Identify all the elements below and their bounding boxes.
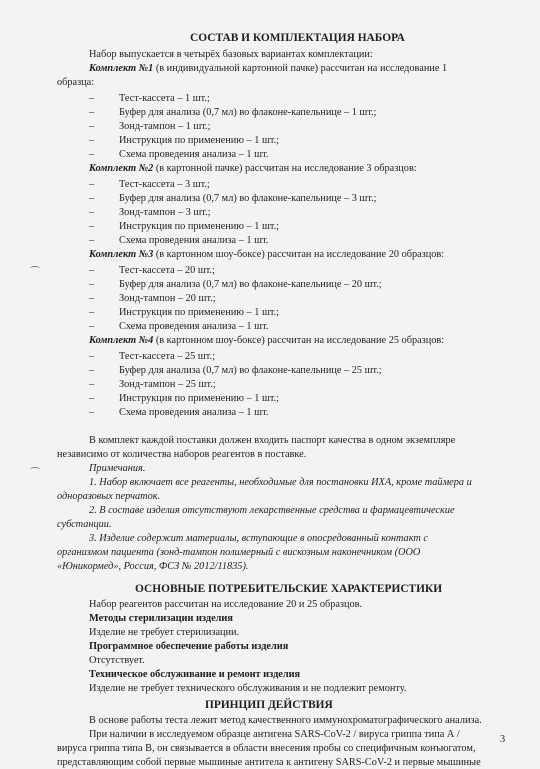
kit4-desc: (в картонном шоу-боксе) рассчитан на исследование 25 образцов: bbox=[155, 335, 445, 346]
section-heading-composition: СОСТАВ И КОМПЛЕКТАЦИЯ НАБОРА bbox=[190, 32, 405, 44]
note-3-cont2: «Юникормед», Россия, ФСЗ № 2012/11835). bbox=[57, 561, 249, 572]
passport-text: В комплект каждой поставки должен входить паспорт качества в одном экземпляре bbox=[89, 435, 456, 446]
list-item: Зонд-тампон – 25 шт.; bbox=[119, 379, 216, 390]
list-dash: – bbox=[89, 193, 95, 204]
note-1: 1. Набор включает все реагенты, необходимые для постановки ИХА, кроме таймера и bbox=[89, 477, 472, 488]
list-dash: – bbox=[89, 121, 95, 132]
kit1-desc: (в индивидуальной картонной пачке) рассчитан на исследование 1 bbox=[155, 63, 448, 74]
principle-text-2: При наличии в исследуемом образце антигена SARS-CoV-2 / вируса гриппа типа А / bbox=[89, 729, 460, 740]
note-1-cont: одноразовых перчаток. bbox=[57, 491, 161, 502]
list-dash: – bbox=[89, 235, 95, 246]
list-dash: – bbox=[89, 293, 95, 304]
list-item: Тест-кассета – 1 шт.; bbox=[119, 93, 210, 104]
list-dash: – bbox=[89, 379, 95, 390]
list-dash: – bbox=[89, 307, 95, 318]
page-number: 3 bbox=[500, 734, 506, 745]
kit1-header bbox=[89, 62, 447, 75]
list-item: Буфер для анализа (0,7 мл) во флаконе-капельнице – 20 шт.; bbox=[119, 279, 382, 290]
list-item: Инструкция по применению – 1 шт.; bbox=[119, 307, 280, 318]
list-item: Тест-кассета – 25 шт.; bbox=[119, 351, 215, 362]
list-item: Зонд-тампон – 3 шт.; bbox=[119, 207, 211, 218]
list-item: Инструкция по применению – 1 шт.; bbox=[119, 221, 280, 232]
kit1-desc-cont: образца: bbox=[57, 77, 95, 88]
kit2-desc: (в картонной пачке) рассчитан на исследование 3 образцов: bbox=[155, 163, 417, 174]
notes-title: Примечания. bbox=[89, 463, 146, 474]
list-item: Схема проведения анализа – 1 шт. bbox=[119, 149, 269, 160]
list-item: Инструкция по применению – 1 шт.; bbox=[119, 393, 280, 404]
note-3: 3. Изделие содержит материалы, вступающие в опосредованный контакт с bbox=[89, 533, 428, 544]
principle-text-2-cont2: представляющим собой первые мышиные антитела к антигену SARS-CoV-2 и первые мышиные bbox=[57, 757, 481, 768]
characteristics-intro: Набор реагентов рассчитан на исследование 20 и 25 образцов. bbox=[89, 599, 363, 610]
list-dash: – bbox=[89, 279, 95, 290]
list-dash: – bbox=[89, 265, 95, 276]
list-dash: – bbox=[89, 107, 95, 118]
list-item: Схема проведения анализа – 1 шт. bbox=[119, 235, 269, 246]
list-item: Тест-кассета – 3 шт.; bbox=[119, 179, 210, 190]
principle-text-1: В основе работы теста лежит метод качественного иммунохроматографического анализа. bbox=[89, 715, 482, 726]
service-text: Изделие не требует технического обслуживания и не подлежит ремонту. bbox=[89, 683, 407, 694]
kit4-name: Комплект №4 bbox=[89, 335, 154, 346]
list-dash: – bbox=[89, 393, 95, 404]
list-item: Буфер для анализа (0,7 мл) во флаконе-капельнице – 3 шт.; bbox=[119, 193, 377, 204]
kit3-header bbox=[89, 248, 444, 261]
list-dash: – bbox=[89, 135, 95, 146]
list-dash: – bbox=[89, 207, 95, 218]
principle-text-2-cont: вируса гриппа типа В, он связывается в области внесения пробы со специфичным конъюгатом, bbox=[57, 743, 476, 754]
note-2: 2. В составе изделия отсутствуют лекарственные средства и фармацевтические bbox=[89, 505, 455, 516]
software-text: Отсутствует. bbox=[89, 655, 145, 666]
list-dash: – bbox=[89, 93, 95, 104]
software-title: Программное обеспечение работы изделия bbox=[89, 641, 289, 652]
list-dash: – bbox=[89, 179, 95, 190]
kit3-desc: (в картонном шоу-боксе) рассчитан на исследование 20 образцов: bbox=[155, 249, 445, 260]
list-item: Буфер для анализа (0,7 мл) во флаконе-капельнице – 25 шт.; bbox=[119, 365, 382, 376]
section-heading-characteristics: ОСНОВНЫЕ ПОТРЕБИТЕЛЬСКИЕ ХАРАКТЕРИСТИКИ bbox=[135, 583, 443, 595]
note-3-cont: организмом пациента (зонд-тампон полимерный с вискозным наконечником (ООО bbox=[57, 547, 421, 558]
list-dash: – bbox=[89, 407, 95, 418]
list-dash: – bbox=[89, 321, 95, 332]
list-item: Зонд-тампон – 20 шт.; bbox=[119, 293, 216, 304]
list-item: Инструкция по применению – 1 шт.; bbox=[119, 135, 280, 146]
kit4-header bbox=[89, 334, 444, 347]
list-item: Буфер для анализа (0,7 мл) во флаконе-капельнице – 1 шт.; bbox=[119, 107, 377, 118]
list-dash: – bbox=[89, 221, 95, 232]
intro-text: Набор выпускается в четырёх базовых вариантах комплектации: bbox=[89, 49, 373, 60]
kit2-header bbox=[89, 162, 417, 175]
list-item: Схема проведения анализа – 1 шт. bbox=[119, 407, 269, 418]
kit2-name: Комплект №2 bbox=[89, 163, 154, 174]
section-heading-principle: ПРИНЦИП ДЕЙСТВИЯ bbox=[205, 699, 333, 711]
list-item: Зонд-тампон – 1 шт.; bbox=[119, 121, 211, 132]
kit1-name: Комплект №1 bbox=[89, 63, 154, 74]
service-title: Техническое обслуживание и ремонт изделия bbox=[89, 669, 301, 680]
note-2-cont: субстанции. bbox=[57, 519, 112, 530]
sterilization-text: Изделие не требует стерилизации. bbox=[89, 627, 240, 638]
list-item: Тест-кассета – 20 шт.; bbox=[119, 265, 215, 276]
list-dash: – bbox=[89, 365, 95, 376]
kit3-name: Комплект №3 bbox=[89, 249, 154, 260]
sterilization-title: Методы стерилизации изделия bbox=[89, 613, 233, 624]
list-item: Схема проведения анализа – 1 шт. bbox=[119, 321, 269, 332]
scan-mark bbox=[30, 467, 40, 472]
scan-mark bbox=[30, 266, 40, 271]
passport-text-cont: независимо от количества наборов реагентов в поставке. bbox=[57, 449, 307, 460]
list-dash: – bbox=[89, 351, 95, 362]
list-dash: – bbox=[89, 149, 95, 160]
